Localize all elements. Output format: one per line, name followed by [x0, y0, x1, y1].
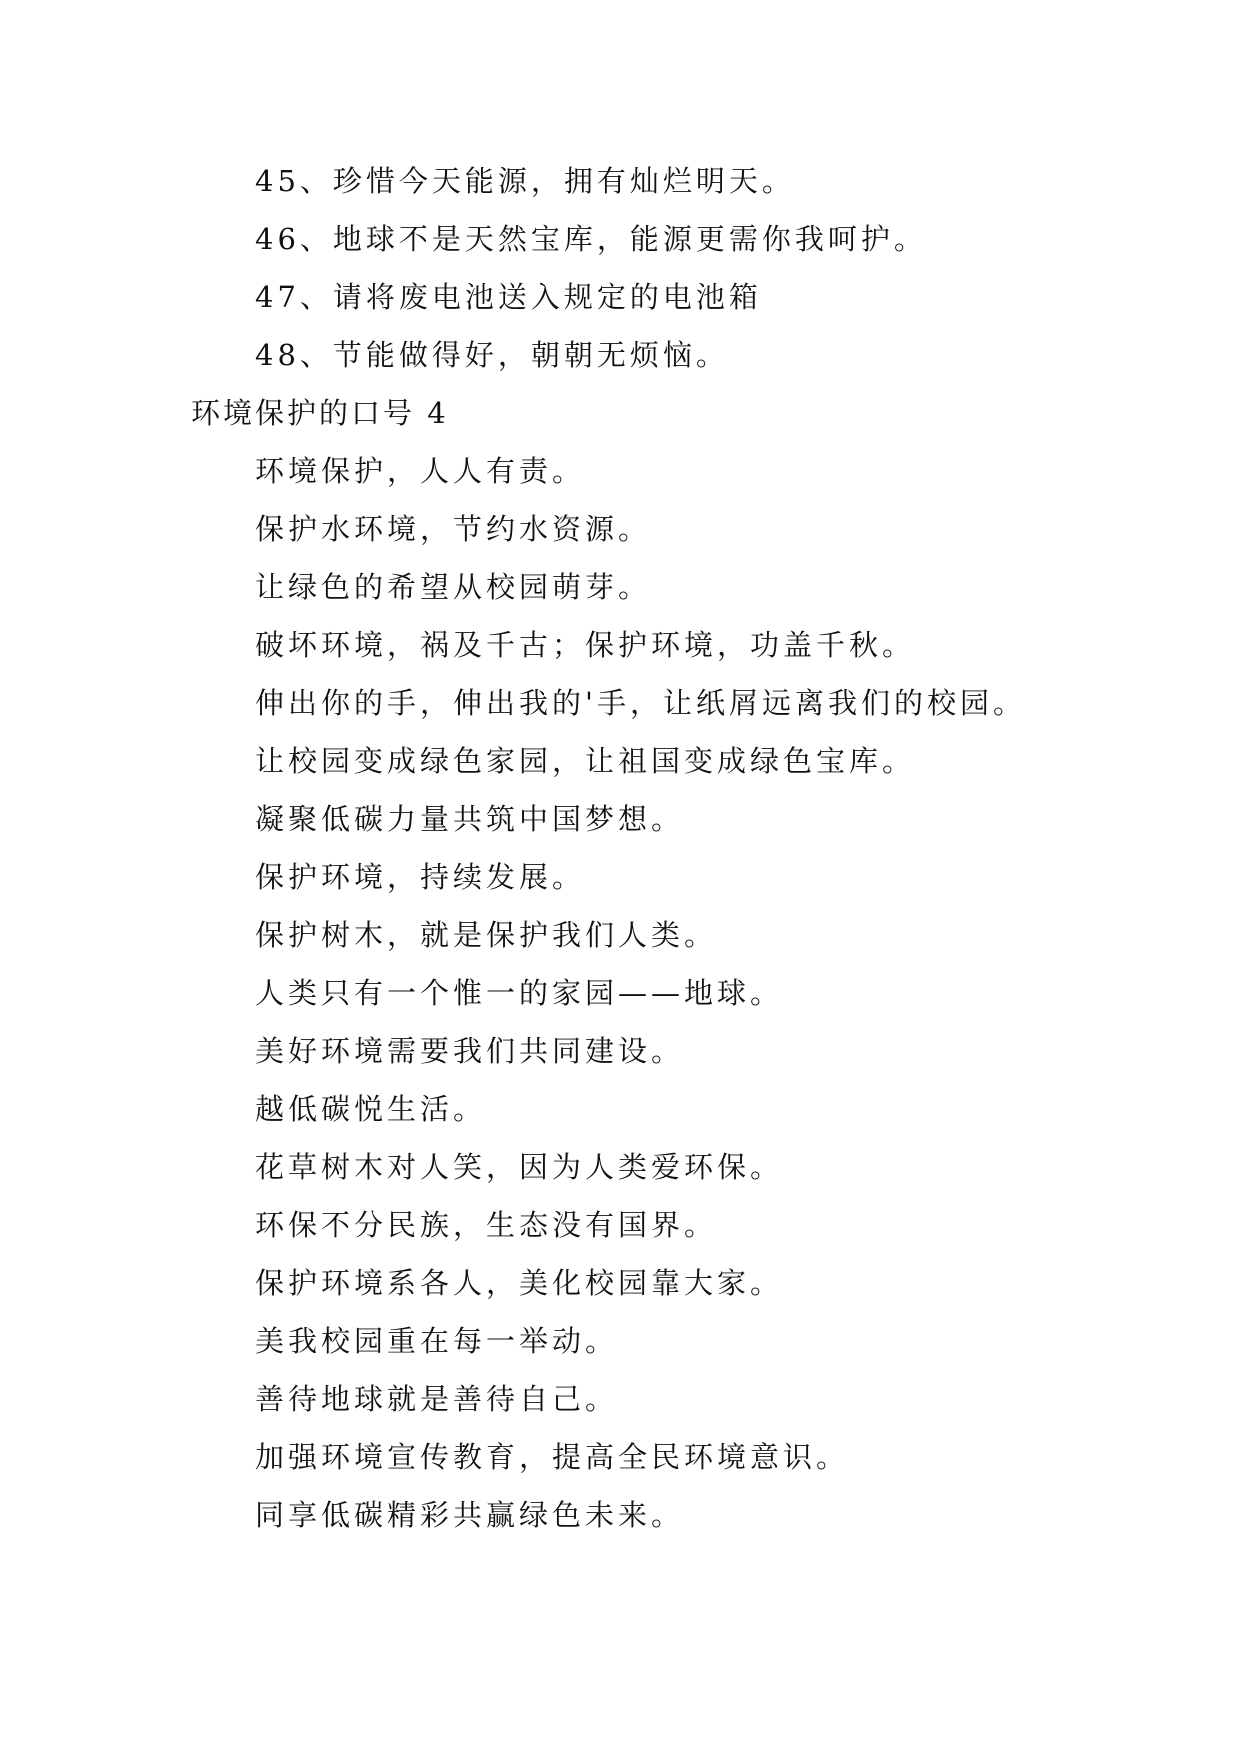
slogan-line: 保护水环境，节约水资源。: [255, 512, 652, 546]
numbered-item: 47、请将废电池送入规定的电池箱: [255, 280, 762, 314]
slogan-line: 保护环境，持续发展。: [255, 860, 586, 894]
slogan-line: 花草树木对人笑，因为人类爱环保。: [255, 1150, 784, 1184]
slogan-line: 美好环境需要我们共同建设。: [255, 1034, 685, 1068]
numbered-item: 45、珍惜今天能源，拥有灿烂明天。: [255, 164, 795, 198]
slogan-line: 美我校园重在每一举动。: [255, 1324, 619, 1358]
slogan-line: 环保不分民族，生态没有国界。: [255, 1208, 718, 1242]
slogan-line: 伸出你的手，伸出我的'手，让纸屑远离我们的校园。: [255, 686, 1026, 720]
slogan-line: 保护树木，就是保护我们人类。: [255, 918, 718, 952]
slogan-line: 破坏环境，祸及千古；保护环境，功盖千秋。: [255, 628, 916, 662]
document-body: [0, 152, 1241, 1544]
section-heading: 环境保护的口号 4: [191, 396, 449, 430]
slogan-line: 善待地球就是善待自己。: [255, 1382, 619, 1416]
slogan-line: 凝聚低碳力量共筑中国梦想。: [255, 802, 685, 836]
slogan-line: 让绿色的希望从校园萌芽。: [255, 570, 652, 604]
slogan-line: 越低碳悦生活。: [255, 1092, 487, 1126]
numbered-item: 48、节能做得好，朝朝无烦恼。: [255, 338, 729, 372]
slogan-line: 让校园变成绿色家园，让祖国变成绿色宝库。: [255, 744, 916, 778]
slogan-line: 加强环境宣传教育，提高全民环境意识。: [255, 1440, 850, 1474]
slogan-line: 同享低碳精彩共赢绿色未来。: [255, 1498, 685, 1532]
numbered-item: 46、地球不是天然宝库，能源更需你我呵护。: [255, 222, 927, 256]
slogan-line: 环境保护，人人有责。: [255, 454, 586, 488]
slogan-line: 保护环境系各人，美化校园靠大家。: [255, 1266, 784, 1300]
slogan-line: 人类只有一个惟一的家园——地球。: [255, 976, 784, 1010]
